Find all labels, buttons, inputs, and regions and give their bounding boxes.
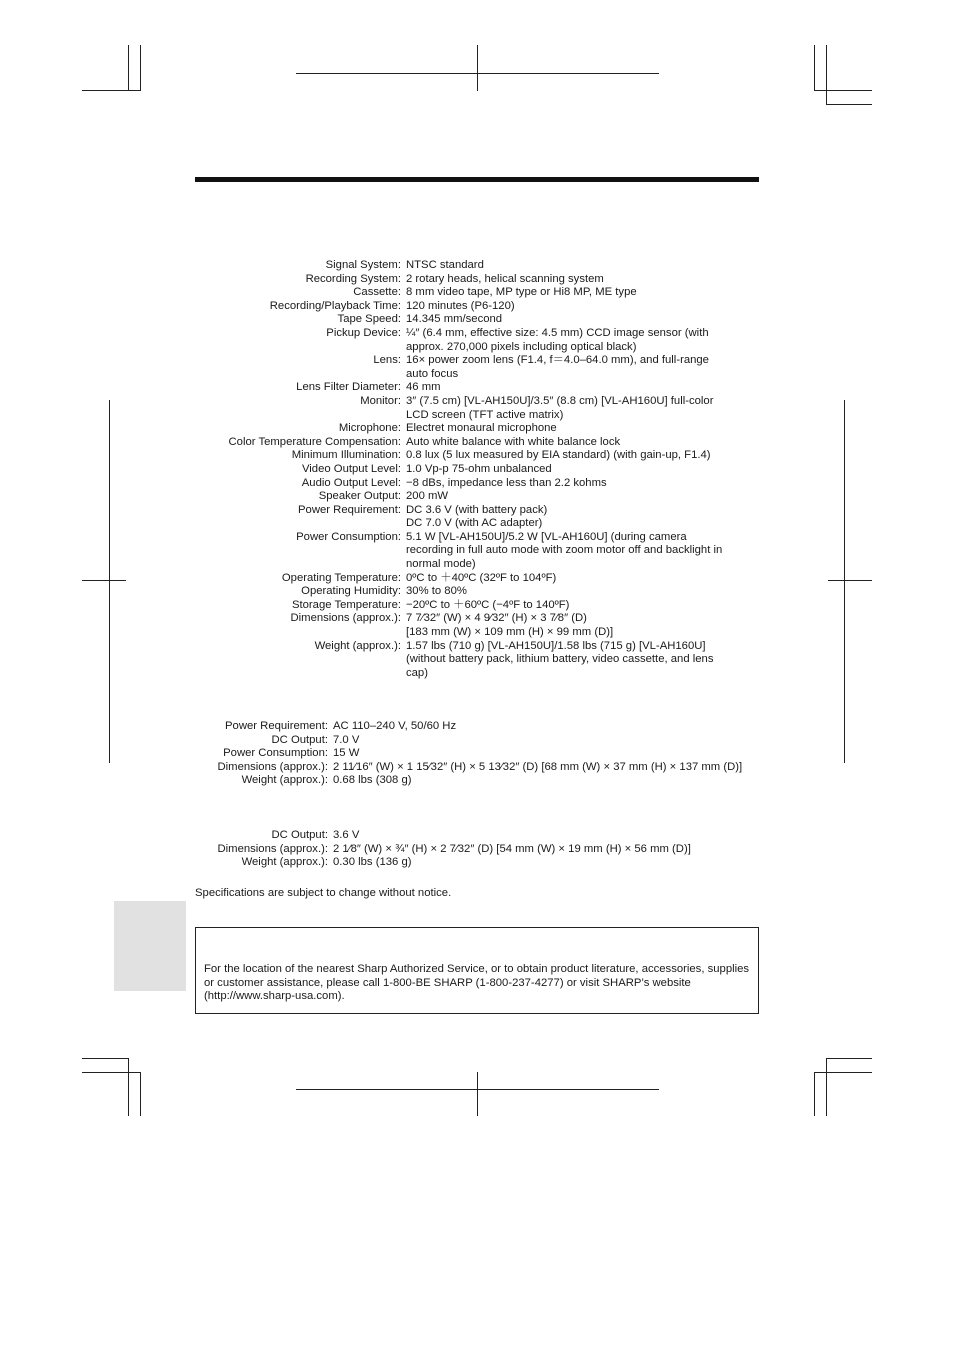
spec-value-line: Electret monaural microphone <box>406 422 557 435</box>
spec-value-line: 5.1 W [VL-AH150U]/5.2 W [VL-AH160U] (during camera <box>406 530 687 543</box>
spec-label: Recording/Playback Time: <box>269 299 401 312</box>
service-info-text: For the location of the nearest Sharp Authorized Service, or to obtain product literature, accessories, supplies or customer assistance, please call 1-800-BE SHARP (1-800-237-4277) or visit SHARP’s website (http://www.sharp-usa.com). <box>204 963 750 1003</box>
spec-value-line: 30% to 80% <box>406 585 467 598</box>
spec-row <box>200 286 722 300</box>
spec-value <box>401 449 711 463</box>
spec-label: Microphone: <box>338 422 401 435</box>
spec-value <box>328 761 742 775</box>
spec-row <box>200 612 722 639</box>
spec-value-line: 120 minutes (P6-120) <box>406 299 515 312</box>
spec-label: Weight (approx.): <box>241 774 328 787</box>
spec-value-line: 8 mm video tape, MP type or Hi8 MP, ME type <box>406 286 637 299</box>
spec-value-line: −8 dBs, impedance less than 2.2 kohms <box>406 476 607 489</box>
spec-value-line: 0.68 lbs (308 g) <box>333 774 412 787</box>
spec-value <box>328 829 359 843</box>
spec-value-line: 3.6 V <box>333 829 360 841</box>
spec-row <box>200 734 742 748</box>
spec-value-line: normal mode) <box>406 558 476 571</box>
spec-value-line: 0.8 lux (5 lux measured by EIA standard) (with gain-up, F1.4) <box>406 449 711 462</box>
title-rule <box>195 177 759 182</box>
spec-row <box>200 720 742 734</box>
spec-label: Audio Output Level: <box>301 476 401 489</box>
spec-value <box>401 286 637 300</box>
spec-row <box>200 747 742 761</box>
spec-label: Operating Humidity: <box>301 585 401 598</box>
spec-value <box>401 572 556 586</box>
spec-value <box>401 422 557 436</box>
spec-label: Recording System: <box>305 272 401 285</box>
spec-row <box>200 829 691 843</box>
spec-label: Speaker Output: <box>318 490 401 503</box>
spec-value-line: 1.57 lbs (710 g) [VL-AH150U]/1.58 lbs (715 g) [VL-AH160U] <box>406 639 706 652</box>
spec-value <box>401 490 448 504</box>
specifications-note: Specifications are subject to change without notice. <box>195 887 452 899</box>
spec-value-line: cap) <box>406 666 428 679</box>
spec-value <box>401 354 709 381</box>
ac-adapter-specs <box>200 720 742 788</box>
spec-value <box>401 640 713 681</box>
spec-value-line: AC 110–240 V, 50/60 Hz <box>333 720 457 732</box>
spec-label: Dimensions (approx.): <box>290 612 401 625</box>
spec-value-line: DC 7.0 V (with AC adapter) <box>406 517 543 530</box>
spec-label: Minimum Illumination: <box>291 449 401 462</box>
spec-label: Lens: <box>373 354 401 367</box>
spec-value <box>401 273 604 287</box>
spec-row <box>200 449 722 463</box>
spec-value <box>401 504 547 531</box>
spec-value <box>401 477 607 491</box>
spec-value-line: 15 W <box>333 747 360 760</box>
spec-value-line: Auto white balance with white balance lock <box>406 435 621 448</box>
spec-value <box>401 313 502 327</box>
spec-label: Operating Temperature: <box>281 571 401 584</box>
spec-row <box>200 422 722 436</box>
spec-value-line: 14.345 mm/second <box>406 313 503 326</box>
spec-value <box>401 381 441 395</box>
spec-label: DC Output: <box>271 733 328 746</box>
spec-row <box>200 856 691 870</box>
spec-label: Power Consumption: <box>296 530 401 543</box>
spec-value <box>401 327 709 354</box>
spec-row <box>200 381 722 395</box>
spec-value <box>328 720 456 734</box>
battery-pack-specs <box>200 829 691 870</box>
spec-value-line: DC 3.6 V (with battery pack) <box>406 503 548 516</box>
spec-label: Power Consumption: <box>223 747 328 760</box>
spec-value-line: ¼″ (6.4 mm, effective size: 4.5 mm) CCD image sensor (with <box>406 326 709 339</box>
spec-row <box>200 640 722 681</box>
spec-row <box>200 313 722 327</box>
spec-value-line: 0.30 lbs (136 g) <box>333 856 412 869</box>
spec-row <box>200 490 722 504</box>
spec-row <box>200 761 742 775</box>
spec-label: Monitor: <box>360 394 401 407</box>
spec-label: Tape Speed: <box>337 313 401 326</box>
spec-value <box>401 436 620 450</box>
spec-value <box>401 531 722 572</box>
spec-value-line: 2 rotary heads, helical scanning system <box>406 272 604 285</box>
spec-label: Storage Temperature: <box>291 598 401 611</box>
spec-value <box>401 599 569 613</box>
spec-label: Signal System: <box>325 259 401 271</box>
spec-row <box>200 477 722 491</box>
spec-row <box>200 436 722 450</box>
spec-value-line: 1.0 Vp-p 75-ohm unbalanced <box>406 462 552 475</box>
spec-row <box>200 572 722 586</box>
spec-row <box>200 354 722 381</box>
spec-value <box>401 300 515 314</box>
spec-value-line: approx. 270,000 pixels including optical black) <box>406 340 637 353</box>
spec-value-line: [183 mm (W) × 109 mm (H) × 99 mm (D)] <box>406 626 614 639</box>
spec-row <box>200 327 722 354</box>
spec-row <box>200 531 722 572</box>
spec-row <box>200 463 722 477</box>
spec-row <box>200 395 722 422</box>
spec-value <box>401 612 613 639</box>
spec-row <box>200 259 722 273</box>
spec-label: Dimensions (approx.): <box>217 842 328 855</box>
spec-value <box>401 395 713 422</box>
spec-row <box>200 300 722 314</box>
spec-value <box>401 585 467 599</box>
spec-value-line: 200 mW <box>406 490 449 503</box>
spec-label: Dimensions (approx.): <box>217 760 328 773</box>
spec-value-line: 3″ (7.5 cm) [VL-AH150U]/3.5″ (8.8 cm) [VL-AH160U] full-color <box>406 394 714 407</box>
spec-value <box>401 259 484 273</box>
spec-label: DC Output: <box>271 829 328 841</box>
spec-value-line: auto focus <box>406 367 459 380</box>
spec-value-line: 7.0 V <box>333 733 360 746</box>
spec-value-line: 46 mm <box>406 381 441 394</box>
spec-row <box>200 585 722 599</box>
spec-label: Cassette: <box>353 286 401 299</box>
spec-value <box>328 843 691 857</box>
spec-row <box>200 599 722 613</box>
spec-row <box>200 774 742 788</box>
spec-value-line: −20ºC to ＋60ºC (−4ºF to 140ºF) <box>406 598 570 611</box>
spec-label: Power Requirement: <box>225 720 328 732</box>
spec-label: Power Requirement: <box>298 503 401 516</box>
spec-value-line: 7 7⁄32″ (W) × 4 9⁄32″ (H) × 3 7⁄8″ (D) <box>406 612 587 625</box>
spec-value <box>328 734 359 748</box>
spec-value-line: NTSC standard <box>406 259 484 271</box>
spec-label: Weight (approx.): <box>314 639 401 652</box>
spec-label: Weight (approx.): <box>241 856 328 869</box>
section-tab <box>114 901 186 991</box>
camcorder-specs <box>200 259 722 680</box>
spec-label: Lens Filter Diameter: <box>296 381 401 394</box>
spec-value-line: 2 1⁄8″ (W) × ¾″ (H) × 2 7⁄32″ (D) [54 mm (W) × 19 mm (H) × 56 mm (D)] <box>333 842 691 855</box>
spec-row <box>200 843 691 857</box>
spec-label: Color Temperature Compensation: <box>228 435 401 448</box>
spec-label: Video Output Level: <box>301 462 401 475</box>
spec-row <box>200 504 722 531</box>
spec-value-line: 0ºC to ＋40ºC (32ºF to 104ºF) <box>406 571 557 584</box>
spec-value-line: (without battery pack, lithium battery, video cassette, and lens <box>406 653 714 666</box>
spec-value-line: 2 11⁄16″ (W) × 1 15⁄32″ (H) × 5 13⁄32″ (D) [68 mm (W) × 37 mm (H) × 137 mm (D)] <box>333 760 743 773</box>
spec-value <box>328 774 412 788</box>
spec-value-line: 16× power zoom lens (F1.4, f＝4.0–64.0 mm), and full-range <box>406 354 709 367</box>
spec-value-line: recording in full auto mode with zoom motor off and backlight in <box>406 544 723 557</box>
spec-value <box>401 463 552 477</box>
service-info-box <box>195 927 759 1014</box>
spec-label: Pickup Device: <box>326 326 401 339</box>
spec-value <box>328 747 359 761</box>
spec-value-line: LCD screen (TFT active matrix) <box>406 408 564 421</box>
spec-row <box>200 273 722 287</box>
spec-value <box>328 856 412 870</box>
